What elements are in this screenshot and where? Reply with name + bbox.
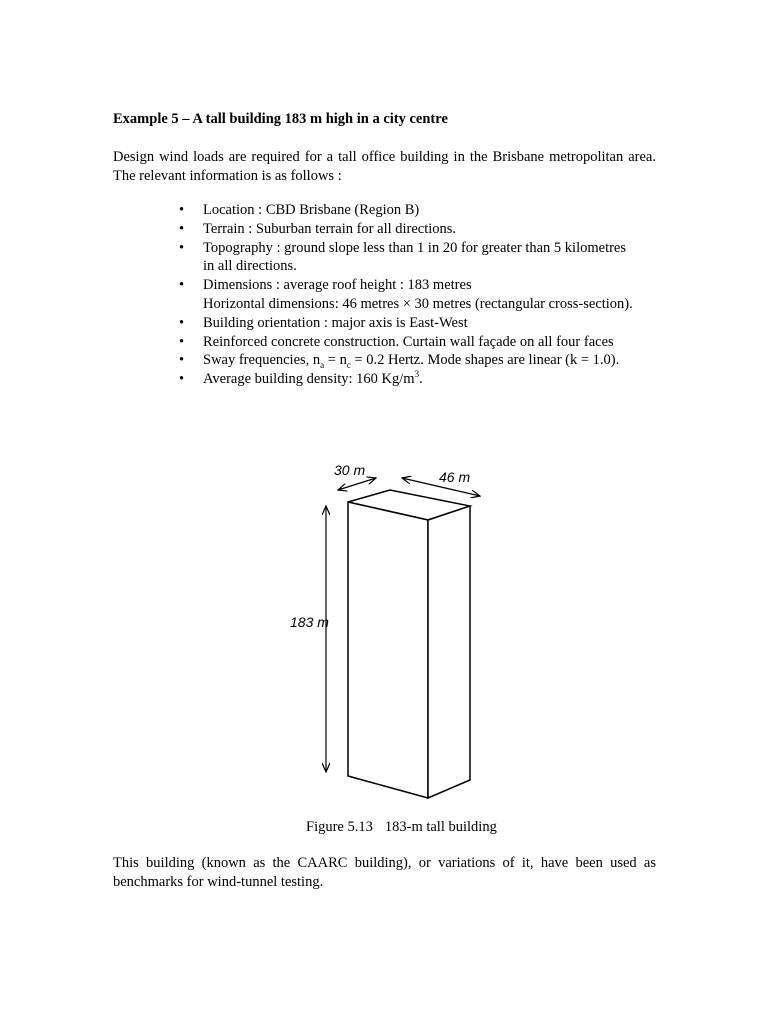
bullet-dot-icon: • bbox=[179, 314, 185, 331]
width-dimension-arrow bbox=[338, 478, 376, 490]
building-front-face bbox=[348, 502, 428, 798]
caption-number: Figure 5.13 bbox=[306, 819, 373, 835]
info-bullet-list bbox=[113, 201, 673, 389]
bullet-dot-icon: • bbox=[179, 277, 185, 294]
depth-label: 46 m bbox=[439, 469, 471, 485]
bullet-text: Terrain : Suburban terrain for all directions. bbox=[203, 220, 457, 237]
bullet-text: Topography : ground slope less than 1 in 20 for greater than 5 kilometres bbox=[203, 239, 627, 256]
superscript-3: 3 bbox=[414, 369, 420, 380]
bullet-dot-icon: • bbox=[179, 220, 185, 237]
bullet-text: = n bbox=[324, 352, 347, 369]
subscript-c: c bbox=[346, 360, 351, 371]
bullet-dot-icon: • bbox=[179, 333, 185, 350]
bullet-construction bbox=[113, 333, 673, 352]
bullet-text: . bbox=[419, 371, 423, 388]
bullet-text: Sway frequencies, n bbox=[203, 352, 321, 369]
figure-caption bbox=[306, 819, 497, 836]
bullet-text: Average building density: 160 Kg/m bbox=[203, 371, 415, 388]
bullet-location bbox=[113, 201, 673, 220]
bullet-dot-icon: • bbox=[179, 239, 185, 256]
bullet-text: Building orientation : major axis is East-West bbox=[203, 314, 468, 331]
caption-text: 183-m tall building bbox=[384, 819, 497, 835]
bullet-dot-icon: • bbox=[179, 371, 185, 388]
height-label: 183 m bbox=[290, 614, 329, 630]
bullet-dot-icon: • bbox=[179, 202, 185, 218]
bullet-terrain bbox=[113, 220, 673, 239]
bullet-sway bbox=[113, 351, 673, 370]
bullet-dot-icon: • bbox=[179, 352, 185, 369]
bullet-text: = 0.2 Hertz. Mode shapes are linear (k = 1.0). bbox=[350, 352, 620, 369]
bullet-density bbox=[113, 370, 673, 389]
bullet-text: Reinforced concrete construction. Curtain wall façade on all four faces bbox=[203, 333, 614, 350]
bullet-dimensions bbox=[113, 276, 673, 314]
bullet-topography bbox=[113, 239, 673, 277]
bullet-text-continued: Horizontal dimensions: 46 metres × 30 metres (rectangular cross-section). bbox=[203, 295, 633, 312]
bullet-orientation bbox=[113, 314, 673, 333]
example-heading: Example 5 – A tall building 183 m high in a city centre bbox=[113, 111, 448, 127]
subscript-a: a bbox=[320, 360, 325, 371]
bullet-text: Dimensions : average roof height : 183 metres bbox=[203, 277, 472, 294]
width-label: 30 m bbox=[334, 462, 366, 478]
building-diagram bbox=[270, 450, 510, 810]
closing-paragraph: This building (known as the CAARC building), or variations of it, have been used as benchmarks for wind-tunnel testing. bbox=[113, 855, 656, 890]
building-side-face bbox=[428, 506, 470, 798]
bullet-text: Location : CBD Brisbane (Region B) bbox=[203, 202, 420, 218]
intro-paragraph: Design wind loads are required for a tall office building in the Brisbane metropolitan area. The relevant information is as follows : bbox=[113, 149, 656, 184]
bullet-text-continued: in all directions. bbox=[203, 258, 297, 275]
